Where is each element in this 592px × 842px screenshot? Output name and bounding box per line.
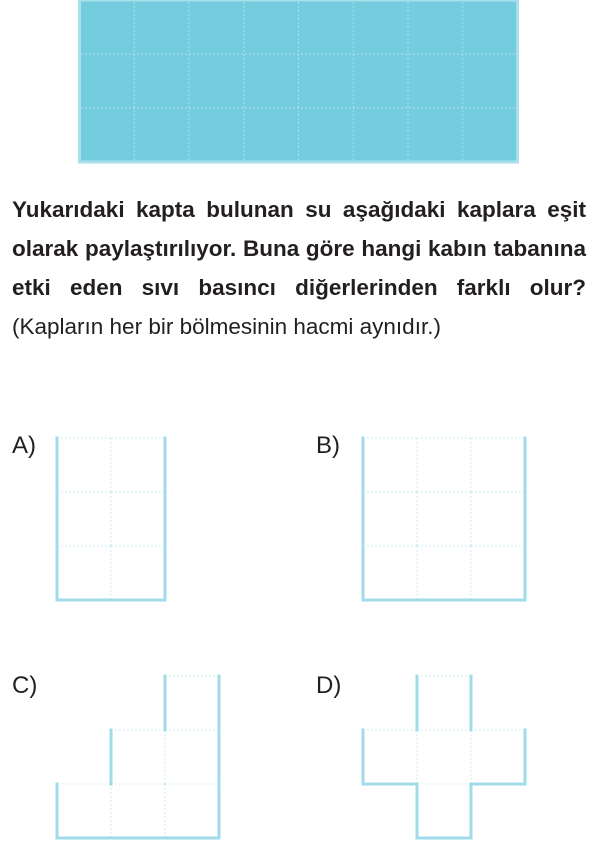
option-label-a[interactable]: A) xyxy=(12,432,36,459)
option-label-b[interactable]: B) xyxy=(316,432,340,459)
option-vessel-c xyxy=(55,674,221,840)
water-fill xyxy=(80,0,518,162)
question-text xyxy=(12,190,586,346)
option-label-d[interactable]: D) xyxy=(316,672,342,699)
question-bold: Yukarıdaki kapta bulunan su aşağıdaki kaplara eşit olarak paylaştırılıyor. Buna göre hangi kabın tabanına etki eden sıvı basıncı diğerlerinden farklı olur? xyxy=(12,197,586,300)
option-vessel-a xyxy=(55,436,167,602)
option-vessel-b xyxy=(361,436,527,602)
top-water-vessel xyxy=(78,0,519,164)
option-label-c[interactable]: C) xyxy=(12,672,38,699)
question-note: (Kapların her bir bölmesinin hacmi aynıdır.) xyxy=(12,314,441,339)
option-vessel-d xyxy=(361,674,527,840)
